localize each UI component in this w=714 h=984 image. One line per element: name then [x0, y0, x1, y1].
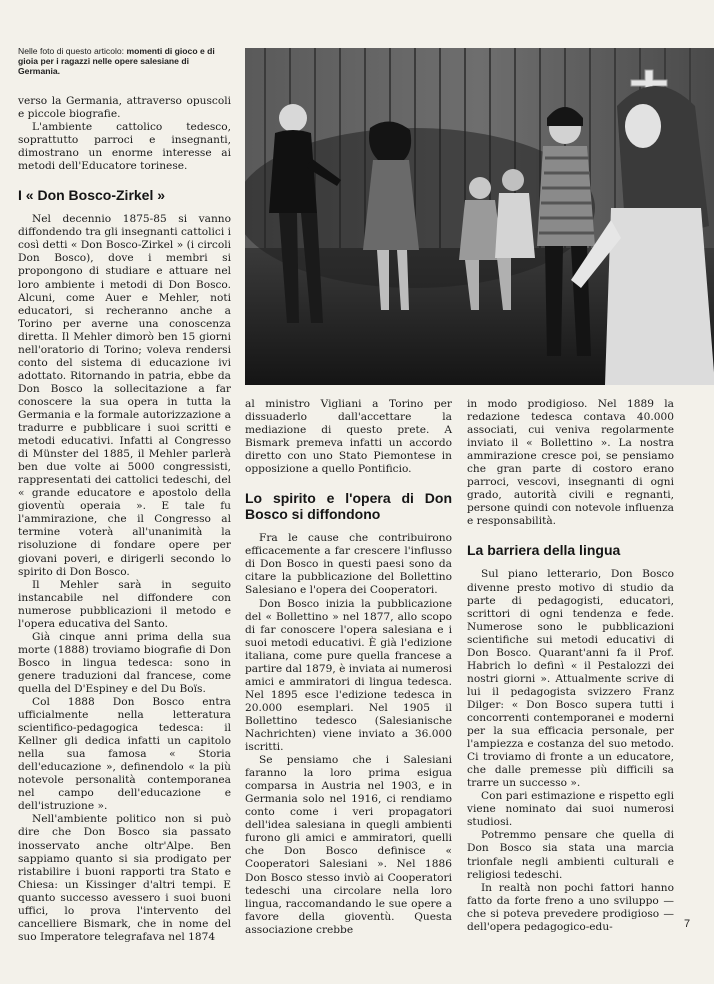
- col3-paragraph-2: Con pari estimazione e rispetto egli viene nominato dai suoi numerosi studiosi.: [467, 790, 674, 829]
- col1-paragraph-2: Nel decennio 1875-85 si vanno diffondendo tra gli insegnanti cattolici i così detti « Don Bosco-Zirkel » (i circoli Don Bosco), dove i membri si propongono di studiare e attuare nel loro ambiente i metodi di Don Bosco. Alcuni, come Auer e Mehler, noti educatori, si recheranno anche a Torino per averne una conoscenza diretta. Il Mehler dimorò ben 15 giorni nell'oratorio di Torino; voleva rendersi conto del sistema di educazione ivi adottato. Ritornando in patria, ebbe da Don Bosco la sollecitazione a far conoscere la sua opera in tutta la Germania e la formale autorizzazione a tradurre e pubblicare i suoi scritti e metodi educativi. Infatti al Congresso di Münster del 1885, il Mehler parlerà ben due volte ai 5000 congressisti, rappresentati dei cattolici tedeschi, del « grande educatore e apostolo della gioventù operaia ». E tale fu l'ammirazione, che il Congresso al termine voterà all'unanimità la risoluzione di fondare opere per giovani poveri, e dirigerli secondo lo spirito di Don Bosco.: [18, 213, 231, 578]
- col3-paragraph-3: Potremmo pensare che quella di Don Bosco sia stata una marcia trionfale negli ambienti culturali e religiosi tedeschi.: [467, 829, 674, 881]
- col3-paragraph-1: Sul piano letterario, Don Bosco divenne presto motivo di studio da parte di pedagogisti, educatori, scrittori di ogni tendenza e fede. Numerose sono le pubblicazioni scientifiche sui metodi educativi di Don Bosco. Quarant'anni fa il Prof. Habrich lo definì « il Pestalozzi dei nostri giorni ». Attualmente scrive di lui il pedagogista svizzero Franz Dilger: « Don Bosco supera tutti i concorrenti contemporanei e moderni per la sua efficacia personale, per l'ampiezza e costanza del suo metodo. Ci troviamo di fronte a un educatore, che dalle premesse più difficili sa trarre un successo ».: [467, 568, 674, 790]
- col1-paragraph-0: verso la Germania, attraverso opuscoli e piccole biografie.: [18, 95, 231, 121]
- photo-caption: [18, 46, 233, 76]
- col1-paragraph-1: L'ambiente cattolico tedesco, soprattutto parroci e insegnanti, dimostrano un enorme interesse ai metodi dell'Educatore torinese.: [18, 121, 231, 173]
- page-number: 7: [684, 918, 691, 930]
- caption-bold: momenti di gioco e di gioia per i ragazzi nelle opere salesiane di Germania.: [18, 46, 215, 76]
- col2-paragraph-0: al ministro Vigliani a Torino per dissuaderlo dall'accettare la mediazione di questo prete. A Bismark premeva infatti un accordo diretto con uno Stato Piemontese in opposizione a quello Pontificio.: [245, 398, 452, 476]
- col3-paragraph-4: In realtà non pochi fattori hanno fatto da forte freno a uno sviluppo — che si poteva prevedere prodigioso — dell'opera pedagogico-edu-: [467, 881, 674, 933]
- col2-paragraph-1: Fra le cause che contribuirono efficacemente a far crescere l'influsso di Don Bosco in questi paesi sono da citare la pubblicazione del Bollettino Salesiano e l'opera dei Cooperatori.: [245, 532, 452, 597]
- col2-paragraph-3: Se pensiamo che i Salesiani faranno la loro prima esigua comparsa in Austria nel 1903, e in Germania solo nel 1916, ci rendiamo conto come i veri propagatori dell'idea salesiana in quegli ambienti furono gli amici e ammiratori, quelli che Don Bosco definisce « Cooperatori Salesiani ». Nel 1886 Don Bosco stesso inviò ai Cooperatori tedeschi una circolare nella loro lingua, raccomandando le sue opere a favore della gioventù. Questa associazione crebbe: [245, 754, 452, 936]
- column-3: [467, 398, 674, 934]
- photo-scene: [245, 48, 714, 385]
- col1-paragraph-6: Nell'ambiente politico non si può dire che Don Bosco sia passato inosservato anche oltr'Alpe. Ben sappiamo quanto si sia prodigato per ristabilire i buoni rapporti tra Stato e Chiesa: un Kissinger d'altri tempi. E quanto successo avessero i suoi buoni uffici, lo prova l'intervento del cancelliere Bismark, che in nome del suo Imperatore telegrafava nel 1874: [18, 813, 231, 943]
- article-photo: [245, 48, 714, 385]
- col1-paragraph-4: Già cinque anni prima della sua morte (1888) troviamo biografie di Don Bosco in lingua tedesca: sono in genere traduzioni dal francese, come quella del D'Espiney e del Du Boïs.: [18, 630, 231, 695]
- section-heading-spirito: Lo spirito e l'opera di Don Bosco si diffondono: [245, 490, 452, 523]
- col1-paragraph-3: Il Mehler sarà in seguito instancabile nel diffondere con numerose pubblicazioni il metodo e l'opera educativa del Santo.: [18, 578, 231, 630]
- caption-intro: Nelle foto di questo articolo:: [18, 46, 127, 56]
- column-2: [245, 398, 452, 937]
- col1-paragraph-5: Col 1888 Don Bosco entra ufficialmente nella letteratura scientifico-pedagogica tedesca: il Kellner gli dedica infatti un capitolo nella sua famosa « Storia dell'educazione », definendolo « la più notevole personalità contemporanea nel campo dell'educazione e dell'istruzione ».: [18, 696, 231, 813]
- col2-paragraph-2: Don Bosco inizia la pubblicazione del « Bollettino » nel 1877, allo scopo di far conoscere l'opera salesiana e i suoi metodi educativi. È già l'edizione italiana, come pure quella francese a partire dal 1879, è inviata ai numerosi amici e ammiratori di lingua tedesca. Nel 1895 esce l'edizione tedesca in 20.000 esemplari. Nel 1905 il Bollettino tedesco (Salesianische Nachrichten) viene inviato a 36.000 iscritti.: [245, 597, 452, 754]
- column-1: [18, 95, 231, 944]
- col3-paragraph-0: in modo prodigioso. Nel 1889 la redazione tedesca contava 40.000 associati, cui veniva regolarmente inviato il « Bollettino ». La nostra ammirazione cresce poi, se pensiamo che gran parte di costoro erano parroci, vescovi, insegnanti di ogni grado, autorità civili e regnanti, persone quindi con notevole influenza e responsabilità.: [467, 398, 674, 528]
- section-heading-barriera: La barriera della lingua: [467, 542, 621, 559]
- section-heading-zirkel: I « Don Bosco-Zirkel »: [18, 187, 166, 204]
